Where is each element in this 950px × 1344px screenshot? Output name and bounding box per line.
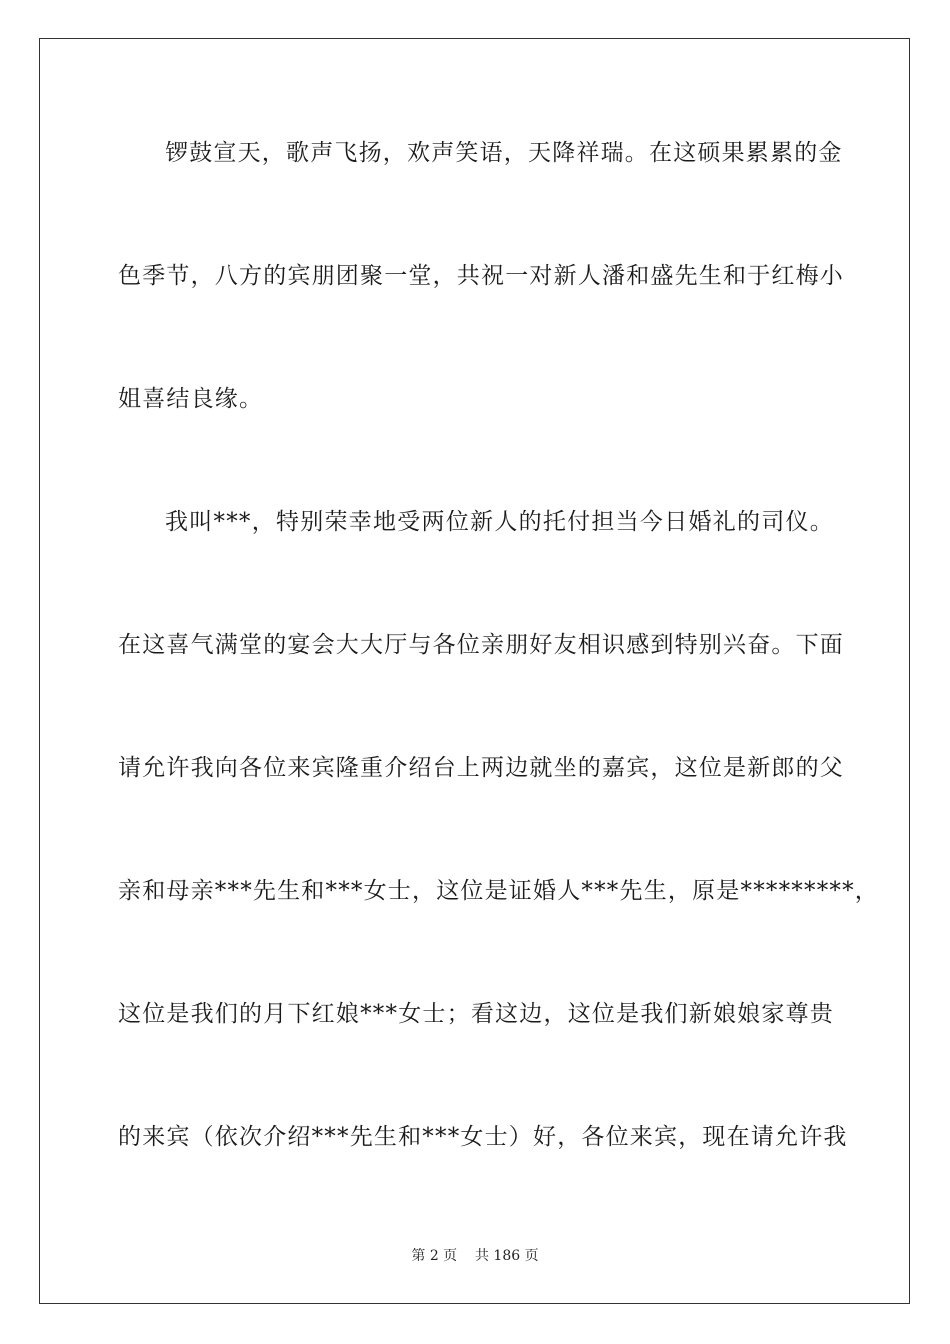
paragraph-1-line-1: 锣鼓宣天，歌声飞扬，欢声笑语，天降祥瑞。在这硕果累累的金 <box>165 140 843 166</box>
paragraph-2-line-6: 的来宾（依次介绍***先生和***女士）好，各位来宾，现在请允许我 <box>118 1124 848 1150</box>
paragraph-2-line-5: 这位是我们的月下红娘***女士；看这边，这位是我们新娘娘家尊贵 <box>118 1001 834 1027</box>
paragraph-2-line-3: 请允许我向各位来宾隆重介绍台上两边就坐的嘉宾，这位是新郎的父 <box>118 755 844 781</box>
page-number-footer: 第 2 页 共 186 页 <box>411 1248 539 1264</box>
paragraph-2-line-4: 亲和母亲***先生和***女士，这位是证婚人***先生，原是*********， <box>118 878 879 904</box>
paragraph-1-line-2: 色季节，八方的宾朋团聚一堂，共祝一对新人潘和盛先生和于红梅小 <box>118 263 844 289</box>
paragraph-2-line-2: 在这喜气满堂的宴会大大厅与各位亲朋好友相识感到特别兴奋。下面 <box>118 632 844 658</box>
paragraph-2-line-1: 我叫***，特别荣幸地受两位新人的托付担当今日婚礼的司仪。 <box>165 509 834 535</box>
page-border <box>39 38 910 1304</box>
paragraph-1-line-3: 姐喜结良缘。 <box>118 386 264 412</box>
